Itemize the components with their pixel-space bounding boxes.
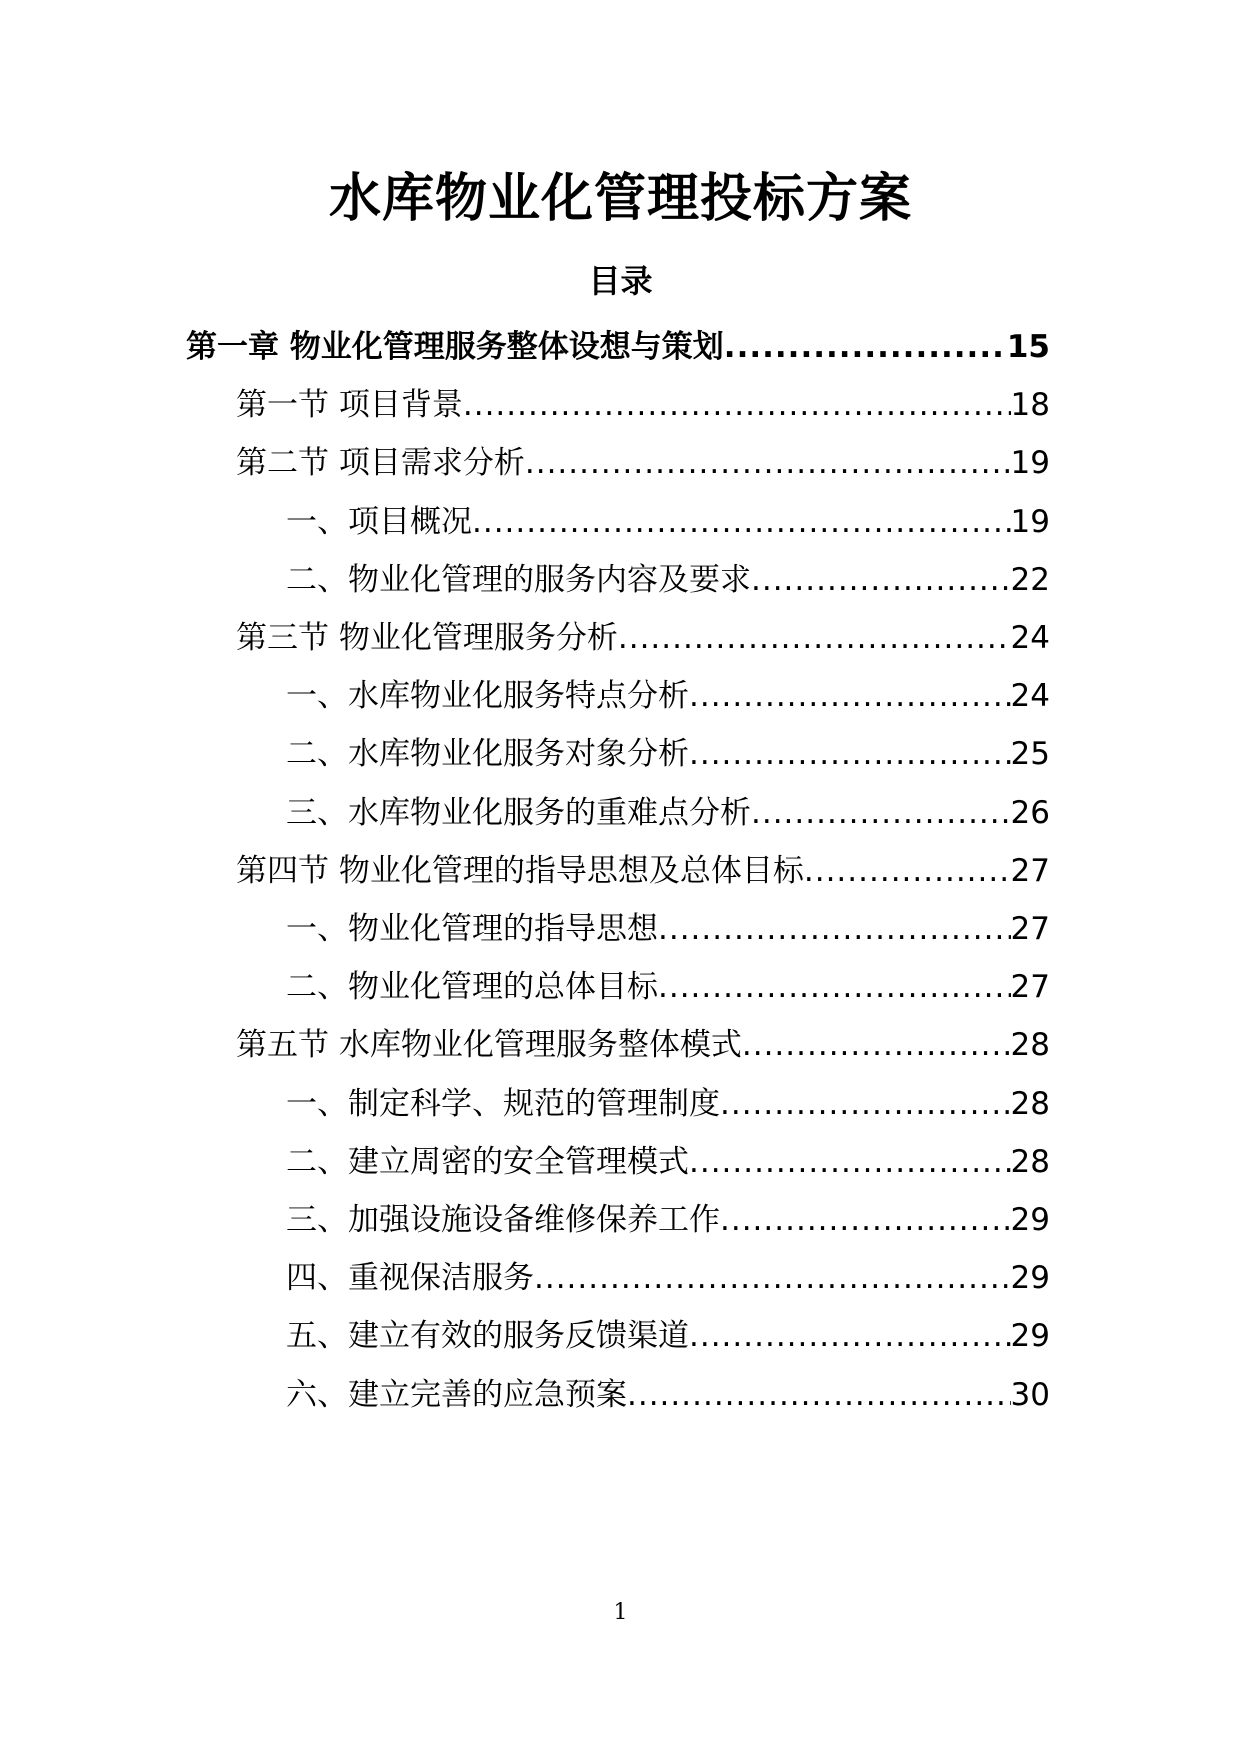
toc-entry[interactable]	[286, 1256, 1050, 1300]
toc-dot-leader	[742, 1023, 1011, 1067]
toc-entry-page: 28	[1010, 1086, 1050, 1122]
toc-entry[interactable]	[236, 849, 1050, 893]
toc-entry[interactable]	[236, 616, 1050, 660]
toc-entry-page: 27	[1010, 911, 1050, 947]
toc-dot-leader	[720, 1198, 1011, 1242]
toc-entry-page: 28	[1010, 1144, 1050, 1180]
toc-dot-leader	[534, 1256, 1011, 1300]
toc-entry-page: 26	[1010, 795, 1050, 831]
toc-entry[interactable]	[286, 1198, 1050, 1242]
toc-entry[interactable]	[286, 732, 1050, 776]
toc-entry[interactable]	[236, 1023, 1050, 1067]
toc-dot-leader	[751, 791, 1011, 835]
toc-entry-title: 一、水库物业化服务特点分析	[286, 678, 689, 714]
toc-entry-page: 18	[1010, 387, 1050, 423]
toc-entry-title: 三、水库物业化服务的重难点分析	[286, 795, 751, 831]
toc-dot-leader	[463, 383, 1011, 427]
toc-entry[interactable]	[286, 558, 1050, 602]
toc-dot-leader	[689, 1314, 1011, 1358]
toc-entry[interactable]	[286, 1082, 1050, 1126]
toc-entry-title: 第五节 水库物业化管理服务整体模式	[236, 1027, 742, 1063]
toc-dot-leader	[472, 500, 1011, 544]
toc-entry-page: 24	[1010, 620, 1050, 656]
toc-entry-title: 二、物业化管理的服务内容及要求	[286, 562, 751, 598]
toc-entry-title: 五、建立有效的服务反馈渠道	[286, 1318, 689, 1354]
toc-entry[interactable]	[236, 383, 1050, 427]
toc-entry[interactable]	[286, 907, 1050, 951]
toc-entry-title: 二、建立周密的安全管理模式	[286, 1144, 689, 1180]
toc-dot-leader	[658, 907, 1011, 951]
toc-entry[interactable]	[286, 1140, 1050, 1184]
toc-entry[interactable]	[286, 791, 1050, 835]
toc-dot-leader	[525, 441, 1011, 485]
toc-entry-title: 四、重视保洁服务	[286, 1260, 534, 1296]
toc-entry-title: 第一节 项目背景	[236, 387, 463, 423]
page-number: 1	[613, 1600, 628, 1625]
toc-entry[interactable]	[286, 1373, 1050, 1417]
toc-dot-leader	[658, 965, 1011, 1009]
toc-entry-page: 22	[1010, 562, 1050, 598]
toc-entry-title: 二、水库物业化服务对象分析	[286, 736, 689, 772]
toc-entry-page: 29	[1010, 1260, 1050, 1296]
toc-entry[interactable]	[286, 1314, 1050, 1358]
toc-entry-page: 27	[1010, 853, 1050, 889]
toc-entry-page: 30	[1010, 1377, 1050, 1413]
toc-entry[interactable]	[236, 441, 1050, 485]
toc-entry[interactable]	[286, 500, 1050, 544]
toc-entry-title: 六、建立完善的应急预案	[286, 1377, 627, 1413]
toc-entry-page: 19	[1010, 504, 1050, 540]
toc-entry-page: 27	[1010, 969, 1050, 1005]
toc-dot-leader	[724, 325, 1007, 369]
toc-entry-title: 一、制定科学、规范的管理制度	[286, 1086, 720, 1122]
toc-entry-title: 第三节 物业化管理服务分析	[236, 620, 618, 656]
toc-dot-leader	[689, 732, 1011, 776]
toc-dot-leader	[618, 616, 1011, 660]
toc-heading: 目录	[588, 262, 653, 300]
toc-entry-title: 一、项目概况	[286, 504, 472, 540]
toc-entry-title: 第一章 物业化管理服务整体设想与策划	[186, 329, 724, 365]
toc-entry-page: 15	[1006, 329, 1050, 365]
toc-entry-title: 二、物业化管理的总体目标	[286, 969, 658, 1005]
toc-entry-page: 24	[1010, 678, 1050, 714]
toc-dot-leader	[689, 1140, 1011, 1184]
toc-dot-leader	[720, 1082, 1011, 1126]
toc-entry[interactable]	[286, 965, 1050, 1009]
toc-entry-title: 三、加强设施设备维修保养工作	[286, 1202, 720, 1238]
toc-entry-title: 第二节 项目需求分析	[236, 445, 525, 481]
toc-entry[interactable]	[186, 325, 1050, 369]
toc-entry[interactable]	[286, 674, 1050, 718]
toc-dot-leader	[804, 849, 1011, 893]
document-title: 水库物业化管理投标方案	[328, 169, 912, 229]
toc-entry-title: 第四节 物业化管理的指导思想及总体目标	[236, 853, 804, 889]
toc-dot-leader	[627, 1373, 1011, 1417]
toc-entry-page: 25	[1010, 736, 1050, 772]
toc-dot-leader	[689, 674, 1011, 718]
toc-dot-leader	[751, 558, 1011, 602]
toc-entry-title: 一、物业化管理的指导思想	[286, 911, 658, 947]
toc-entry-page: 28	[1010, 1027, 1050, 1063]
toc-entry-page: 19	[1010, 445, 1050, 481]
toc-entry-page: 29	[1010, 1318, 1050, 1354]
toc-entry-page: 29	[1010, 1202, 1050, 1238]
